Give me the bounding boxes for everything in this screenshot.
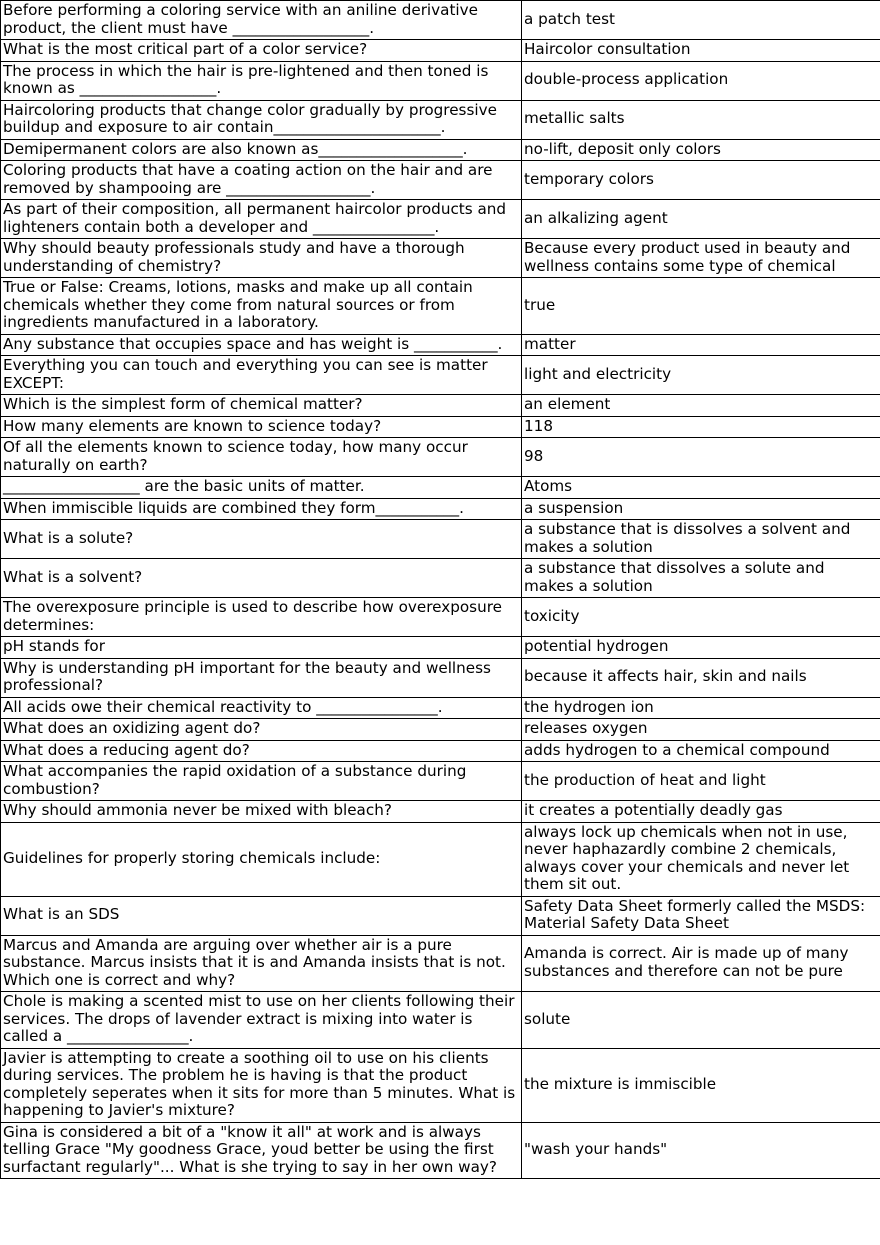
- question-cell: True or False: Creams, lotions, masks and make up all contain chemicals whether they come from natural sources or from ingredients manufactured in a laboratory.: [1, 278, 522, 335]
- question-cell: Any substance that occupies space and has weight is ___________.: [1, 334, 522, 356]
- question-cell: Why should beauty professionals study and have a thorough understanding of chemistry?: [1, 239, 522, 278]
- answer-cell: Safety Data Sheet formerly called the MSDS: Material Safety Data Sheet: [522, 896, 880, 935]
- answer-cell: an element: [522, 395, 880, 417]
- table-row: [1, 334, 880, 356]
- answer-cell: a patch test: [522, 1, 880, 40]
- question-cell: Coloring products that have a coating action on the hair and are removed by shampooing are ___________________.: [1, 161, 522, 200]
- table-row: [1, 278, 880, 335]
- question-cell: Gina is considered a bit of a "know it all" at work and is always telling Grace "My goodness Grace, youd better be using the first surfactant regularly"... What is she trying to say in her own way?: [1, 1122, 522, 1179]
- table-row: [1, 822, 880, 896]
- table-row: [1, 1122, 880, 1179]
- table-row: [1, 992, 880, 1049]
- answer-cell: Because every product used in beauty and wellness contains some type of chemical: [522, 239, 880, 278]
- question-cell: As part of their composition, all permanent haircolor products and lighteners contain both a developer and ________________.: [1, 200, 522, 239]
- table-row: [1, 477, 880, 499]
- answer-cell: Atoms: [522, 477, 880, 499]
- question-cell: What accompanies the rapid oxidation of a substance during combustion?: [1, 762, 522, 801]
- answer-cell: "wash your hands": [522, 1122, 880, 1179]
- question-cell: The overexposure principle is used to describe how overexposure determines:: [1, 598, 522, 637]
- question-cell: What is the most critical part of a color service?: [1, 40, 522, 62]
- table-row: [1, 356, 880, 395]
- answer-cell: matter: [522, 334, 880, 356]
- answer-cell: true: [522, 278, 880, 335]
- question-cell: Guidelines for properly storing chemicals include:: [1, 822, 522, 896]
- table-row: [1, 239, 880, 278]
- answer-cell: a substance that is dissolves a solvent and makes a solution: [522, 520, 880, 559]
- table-row: [1, 139, 880, 161]
- answer-cell: Haircolor consultation: [522, 40, 880, 62]
- answer-cell: always lock up chemicals when not in use, never haphazardly combine 2 chemicals, always cover your chemicals and never let them sit out.: [522, 822, 880, 896]
- question-cell: __________________ are the basic units of matter.: [1, 477, 522, 499]
- answer-cell: a substance that dissolves a solute and makes a solution: [522, 559, 880, 598]
- answer-cell: toxicity: [522, 598, 880, 637]
- table-row: [1, 520, 880, 559]
- question-cell: Of all the elements known to science today, how many occur naturally on earth?: [1, 438, 522, 477]
- table-row: [1, 416, 880, 438]
- question-cell: Chole is making a scented mist to use on her clients following their services. The drops of lavender extract is mixing into water is called a ________________.: [1, 992, 522, 1049]
- question-cell: Everything you can touch and everything you can see is matter EXCEPT:: [1, 356, 522, 395]
- table-row: [1, 100, 880, 139]
- table-row: [1, 697, 880, 719]
- answer-cell: Amanda is correct. Air is made up of many substances and therefore can not be pure: [522, 935, 880, 992]
- table-row: [1, 598, 880, 637]
- table-row: [1, 61, 880, 100]
- answer-cell: double-process application: [522, 61, 880, 100]
- table-row: [1, 762, 880, 801]
- table-row: [1, 1, 880, 40]
- question-cell: Demipermanent colors are also known as___________________.: [1, 139, 522, 161]
- table-row: [1, 559, 880, 598]
- answer-cell: the production of heat and light: [522, 762, 880, 801]
- answer-cell: adds hydrogen to a chemical compound: [522, 740, 880, 762]
- question-cell: Which is the simplest form of chemical matter?: [1, 395, 522, 417]
- question-cell: When immiscible liquids are combined they form___________.: [1, 498, 522, 520]
- question-cell: Before performing a coloring service with an aniline derivative product, the client must have __________________.: [1, 1, 522, 40]
- answer-cell: 118: [522, 416, 880, 438]
- table-row: [1, 740, 880, 762]
- flashcard-table-body: [1, 1, 880, 1179]
- question-cell: What does an oxidizing agent do?: [1, 719, 522, 741]
- question-cell: What is a solvent?: [1, 559, 522, 598]
- answer-cell: the hydrogen ion: [522, 697, 880, 719]
- question-cell: Marcus and Amanda are arguing over whether air is a pure substance. Marcus insists that it is and Amanda insists that is not. Which one is correct and why?: [1, 935, 522, 992]
- answer-cell: solute: [522, 992, 880, 1049]
- question-cell: Why should ammonia never be mixed with bleach?: [1, 801, 522, 823]
- question-cell: What does a reducing agent do?: [1, 740, 522, 762]
- question-cell: Javier is attempting to create a soothing oil to use on his clients during services. The problem he is having is that the product completely seperates when it sits for more than 5 minutes. What is happening to Javier's mixture?: [1, 1048, 522, 1122]
- table-row: [1, 637, 880, 659]
- table-row: [1, 658, 880, 697]
- answer-cell: metallic salts: [522, 100, 880, 139]
- answer-cell: it creates a potentially deadly gas: [522, 801, 880, 823]
- question-cell: The process in which the hair is pre-lightened and then toned is known as __________________.: [1, 61, 522, 100]
- table-row: [1, 161, 880, 200]
- table-row: [1, 801, 880, 823]
- answer-cell: temporary colors: [522, 161, 880, 200]
- question-cell: What is an SDS: [1, 896, 522, 935]
- table-row: [1, 40, 880, 62]
- answer-cell: the mixture is immiscible: [522, 1048, 880, 1122]
- table-row: [1, 395, 880, 417]
- table-row: [1, 935, 880, 992]
- question-cell: Why is understanding pH important for the beauty and wellness professional?: [1, 658, 522, 697]
- table-row: [1, 438, 880, 477]
- answer-cell: an alkalizing agent: [522, 200, 880, 239]
- table-row: [1, 200, 880, 239]
- question-cell: pH stands for: [1, 637, 522, 659]
- answer-cell: a suspension: [522, 498, 880, 520]
- table-row: [1, 1048, 880, 1122]
- question-cell: How many elements are known to science today?: [1, 416, 522, 438]
- question-cell: Haircoloring products that change color gradually by progressive buildup and exposure to air contain______________________.: [1, 100, 522, 139]
- answer-cell: potential hydrogen: [522, 637, 880, 659]
- answer-cell: light and electricity: [522, 356, 880, 395]
- question-cell: All acids owe their chemical reactivity to ________________.: [1, 697, 522, 719]
- table-row: [1, 498, 880, 520]
- table-row: [1, 719, 880, 741]
- answer-cell: releases oxygen: [522, 719, 880, 741]
- answer-cell: no-lift, deposit only colors: [522, 139, 880, 161]
- answer-cell: 98: [522, 438, 880, 477]
- question-cell: What is a solute?: [1, 520, 522, 559]
- table-row: [1, 896, 880, 935]
- answer-cell: because it affects hair, skin and nails: [522, 658, 880, 697]
